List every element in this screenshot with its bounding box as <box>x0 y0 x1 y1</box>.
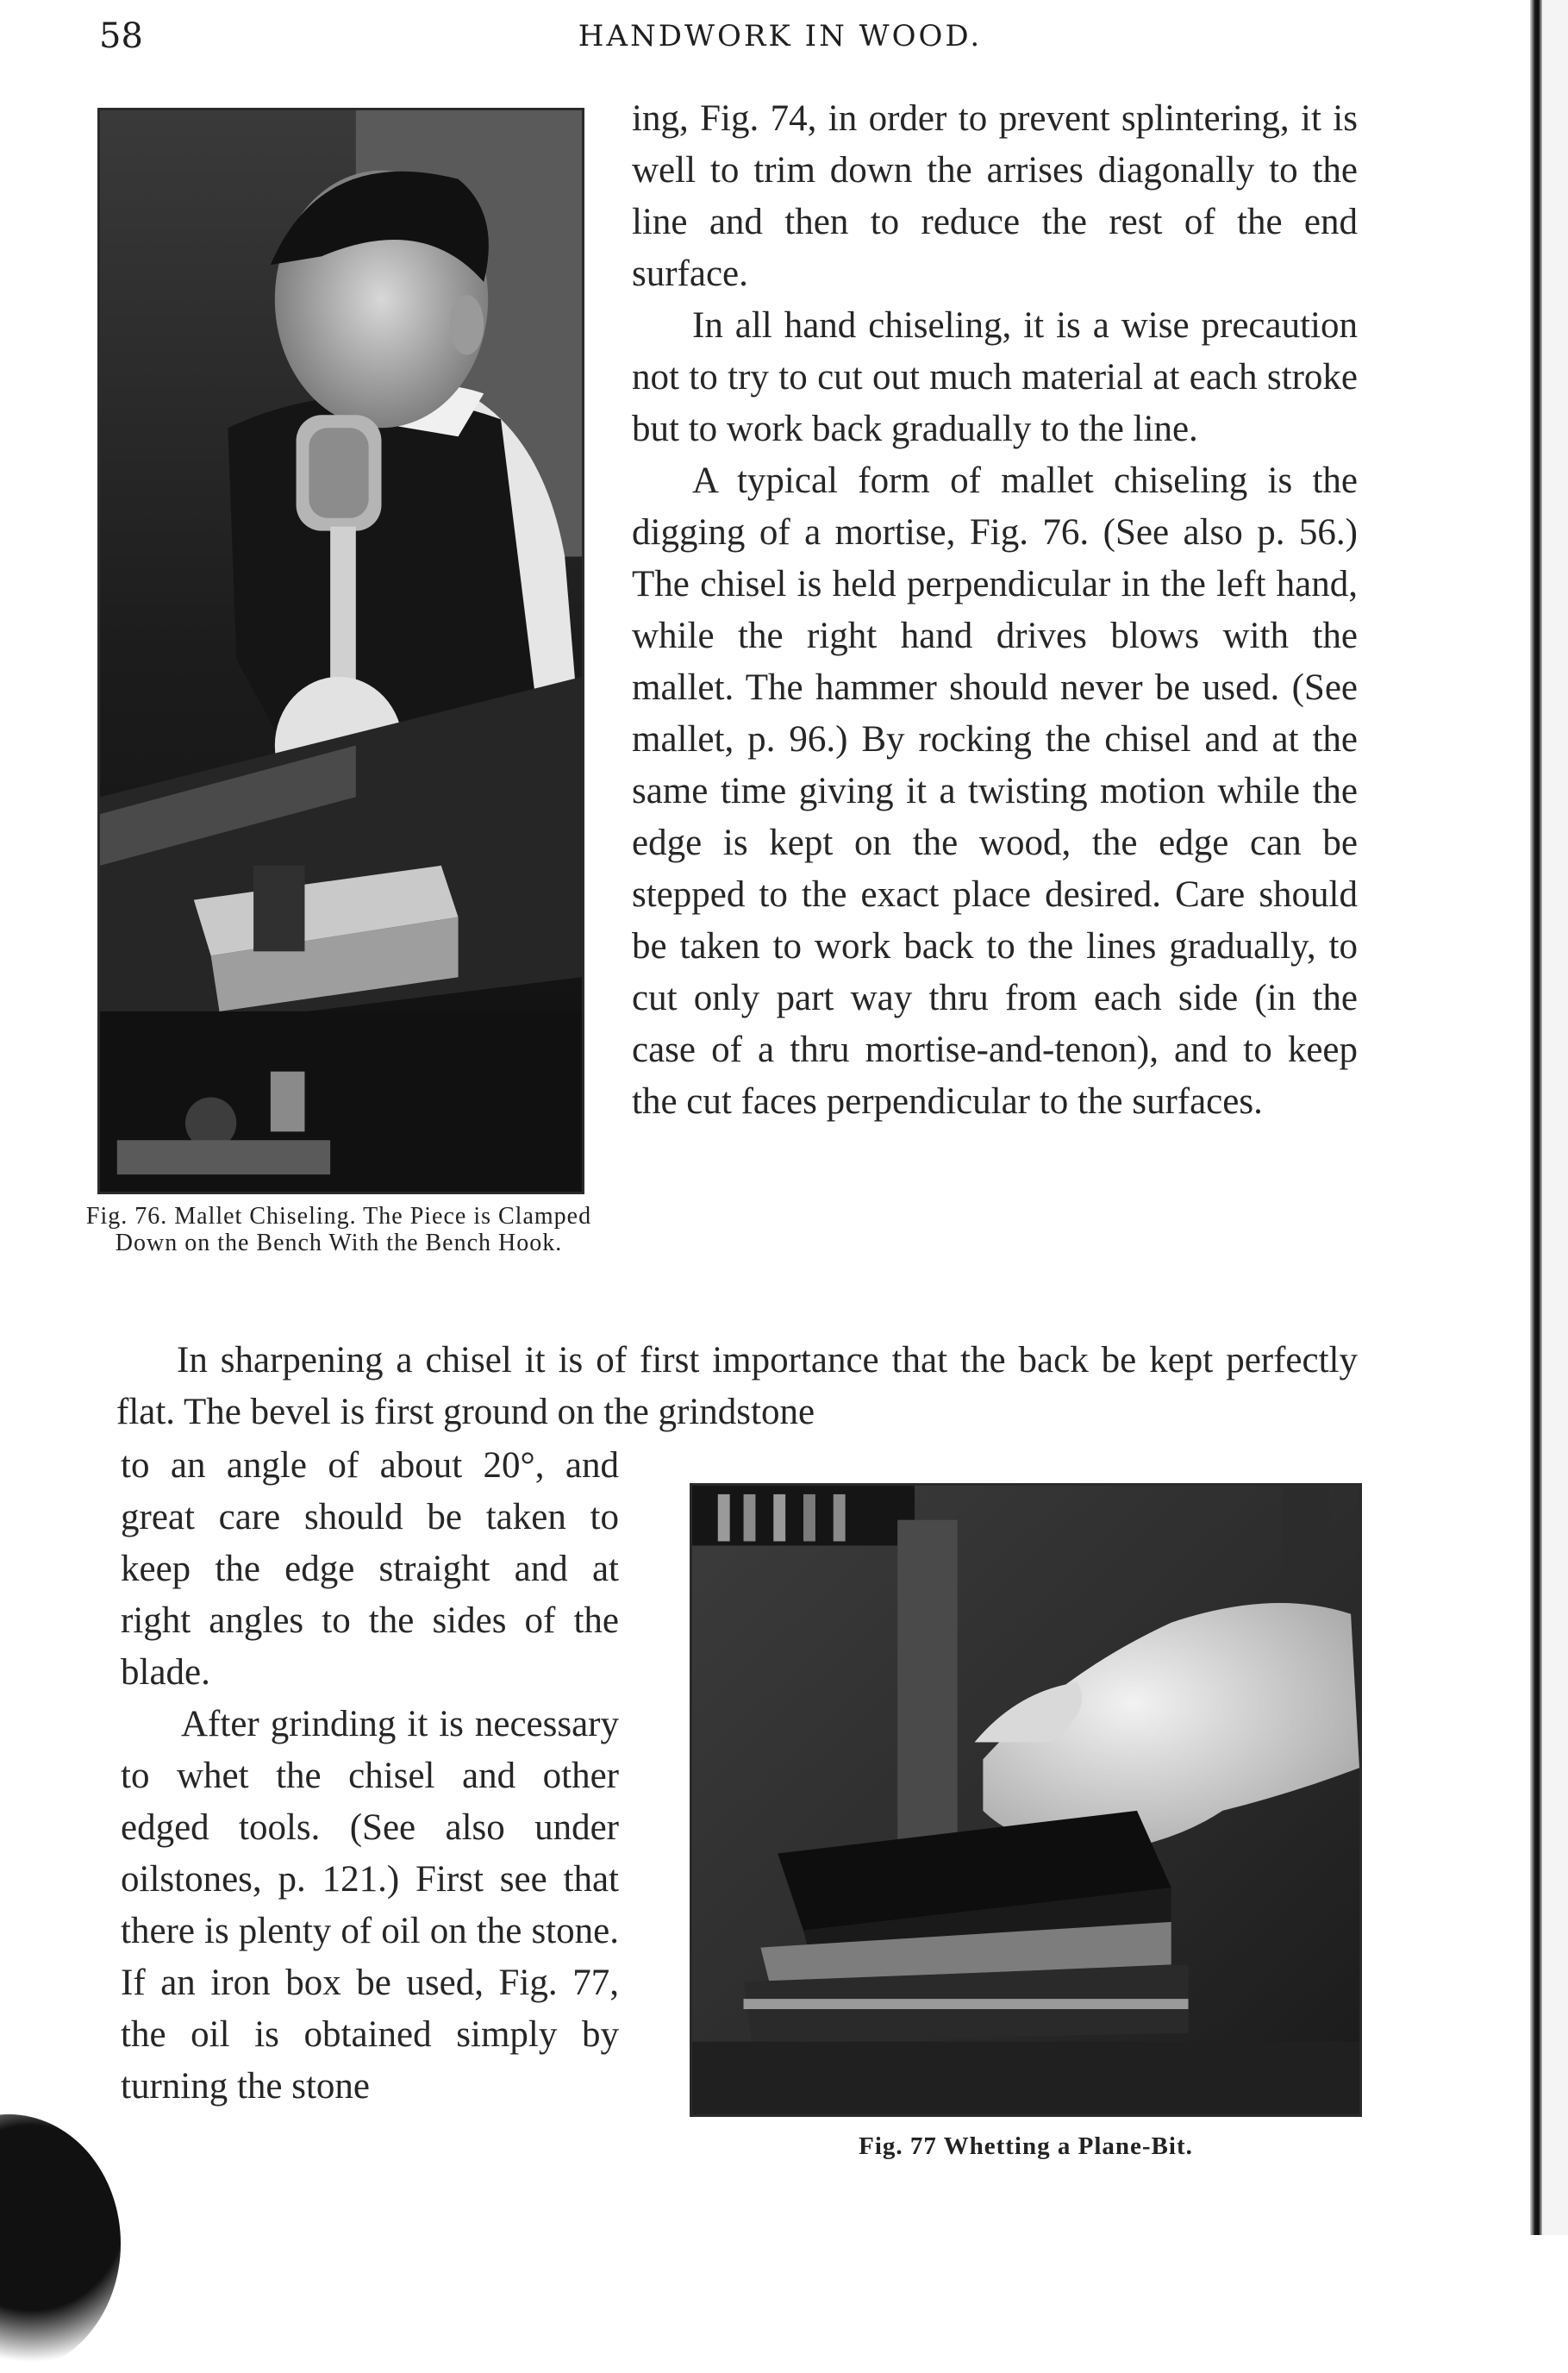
paragraph: In sharpening a chisel it is of first importance that the back be kept perfectly flat. The bevel is first ground on the grindstone <box>116 1340 1358 1432</box>
running-head: HANDWORK IN WOOD. <box>578 19 983 53</box>
paragraph: A typical form of mallet chiseling is the digging of a mortise, Fig. 76. (See also p. 56.) The chisel is held perpendicular in the left hand, while the right hand drives blows with the mallet. The hammer should never be used. (See mallet, p. 96.) By rocking the chisel and at the same time giving it a twisting motion while the edge is kept on the wood, the edge can be stepped to the exact place desired. Care should be taken to work back to the lines gradually, to cut only part way thru from each side (in the case of a thru mortise-and-tenon), and to keep the cut faces perpendicular to the surfaces. <box>632 460 1358 1122</box>
page-header <box>99 10 1461 62</box>
figure-77 <box>690 1483 1362 2164</box>
right-column <box>632 93 1358 1128</box>
whetting-plane-bit-image <box>692 1486 1359 2114</box>
paragraph: to an angle of about 20°, and great care should be taken to keep the edge straight and at right angles to the sides of the blade. <box>121 1445 619 1693</box>
left-column <box>121 1440 619 2113</box>
corner-shadow <box>0 2114 121 2373</box>
fig77-caption: Fig. 77 Whetting a Plane-Bit. <box>859 2132 1193 2160</box>
page-edge <box>1542 0 1568 2235</box>
page-number: 58 <box>99 16 143 56</box>
mallet-chiseling-image <box>100 110 582 1192</box>
paragraph: After grinding it is necessary to whet the chisel and other edged tools. (See also under oilstones, p. 121.) First see that there is plenty of oil on the stone. If an iron box be used, Fig. 77, the oil is obtained simply by turning the stone <box>121 1704 619 2107</box>
full-width-text <box>116 1335 1358 1438</box>
figure-76 <box>76 108 602 1289</box>
paragraph: ing, Fig. 74, in order to prevent splintering, it is well to trim down the arrises diagonally to the line and then to reduce the rest of the end surface. <box>632 98 1358 294</box>
photo-mallet-chiseling <box>97 108 584 1194</box>
paragraph: In all hand chiseling, it is a wise precaution not to try to cut out much material at each stroke but to work back gradually to the line. <box>632 305 1358 449</box>
fig76-caption: Fig. 76. Mallet Chiseling. The Piece is Clamped Down on the Bench With the Bench Hook. <box>85 1203 592 1256</box>
binding-shadow <box>1530 0 1542 2235</box>
photo-whetting-plane-bit <box>690 1483 1362 2117</box>
